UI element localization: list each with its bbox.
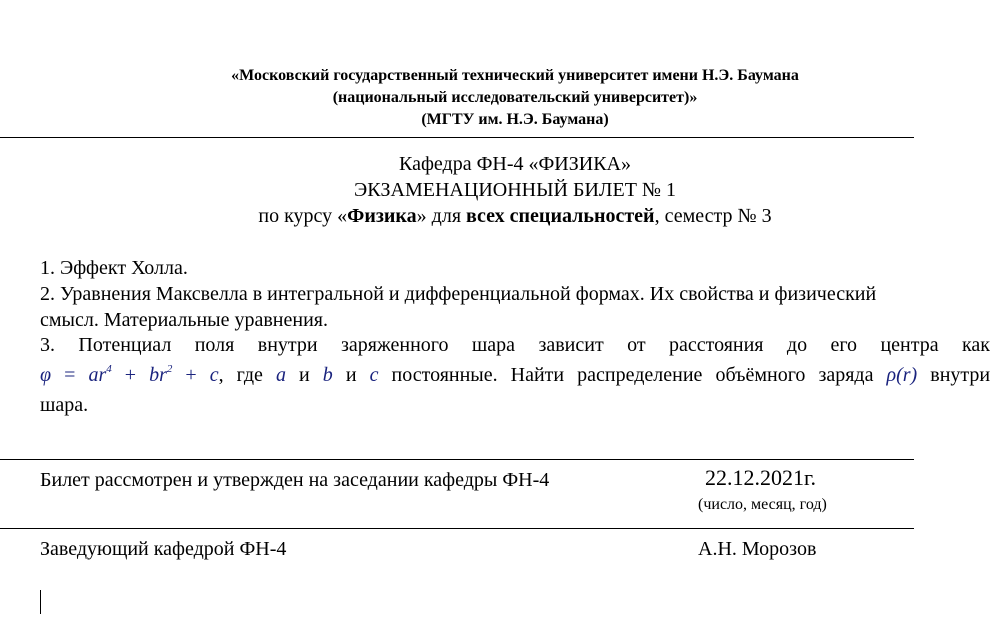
head-of-department-name: А.Н. Морозов — [698, 538, 817, 560]
university-abbreviation: (МГТУ им. Н.Э. Баумана) — [421, 111, 609, 128]
specialties: всех специальностей — [466, 205, 655, 227]
ticket-title: ЭКЗАМЕНАЦИОННЫЙ БИЛЕТ № 1 — [353, 179, 676, 201]
question-3-line1: 3. Потенциал поля внутри заряженного шара зависит от расстояния до его центра как — [40, 334, 990, 356]
approval-divider — [0, 459, 914, 460]
var-a: a — [275, 364, 286, 386]
question-3-line3: шара. — [40, 394, 89, 416]
approval-date: 22.12.2021г. — [705, 465, 817, 490]
university-name-line2: (национальный исследовательский университет)» — [332, 89, 698, 106]
university-name-line1: «Московский государственный технический университет имени Н.Э. Баумана — [231, 67, 799, 84]
head-of-department-role: Заведующий кафедрой ФН-4 — [40, 538, 287, 560]
department-title: Кафедра ФН-4 «ФИЗИКА» — [399, 153, 631, 175]
var-c: c — [369, 364, 379, 386]
header-divider — [0, 137, 914, 138]
potential-formula: $\varphi = ar^4 + br^2 + c$ — [40, 363, 219, 386]
date-caption: (число, месяц, год) — [698, 496, 827, 513]
course-line: по курсу «Физика» для всех специальностей, семестр № 3 — [258, 205, 772, 227]
text-cursor[interactable] — [40, 590, 41, 614]
signature-divider — [0, 528, 914, 529]
var-b: b — [322, 364, 333, 386]
course-name: Физика — [347, 205, 417, 227]
approval-text: Билет рассмотрен и утвержден на заседании кафедры ФН-4 — [40, 469, 550, 491]
question-2-line1: 2. Уравнения Максвелла в интегральной и дифференциальной формах. Их свойства и физический — [40, 283, 877, 305]
question-3-line2: $\varphi = ar^4 + br^2 + c$, где a и b и c постоянные. Найти распределение объёмного заряда ρ(r) внутри — [40, 363, 991, 386]
charge-density-formula: ρ(r) — [886, 364, 918, 386]
question-2-line2: смысл. Материальные уравнения. — [40, 309, 328, 331]
question-1: 1. Эффект Холла. — [40, 257, 188, 279]
